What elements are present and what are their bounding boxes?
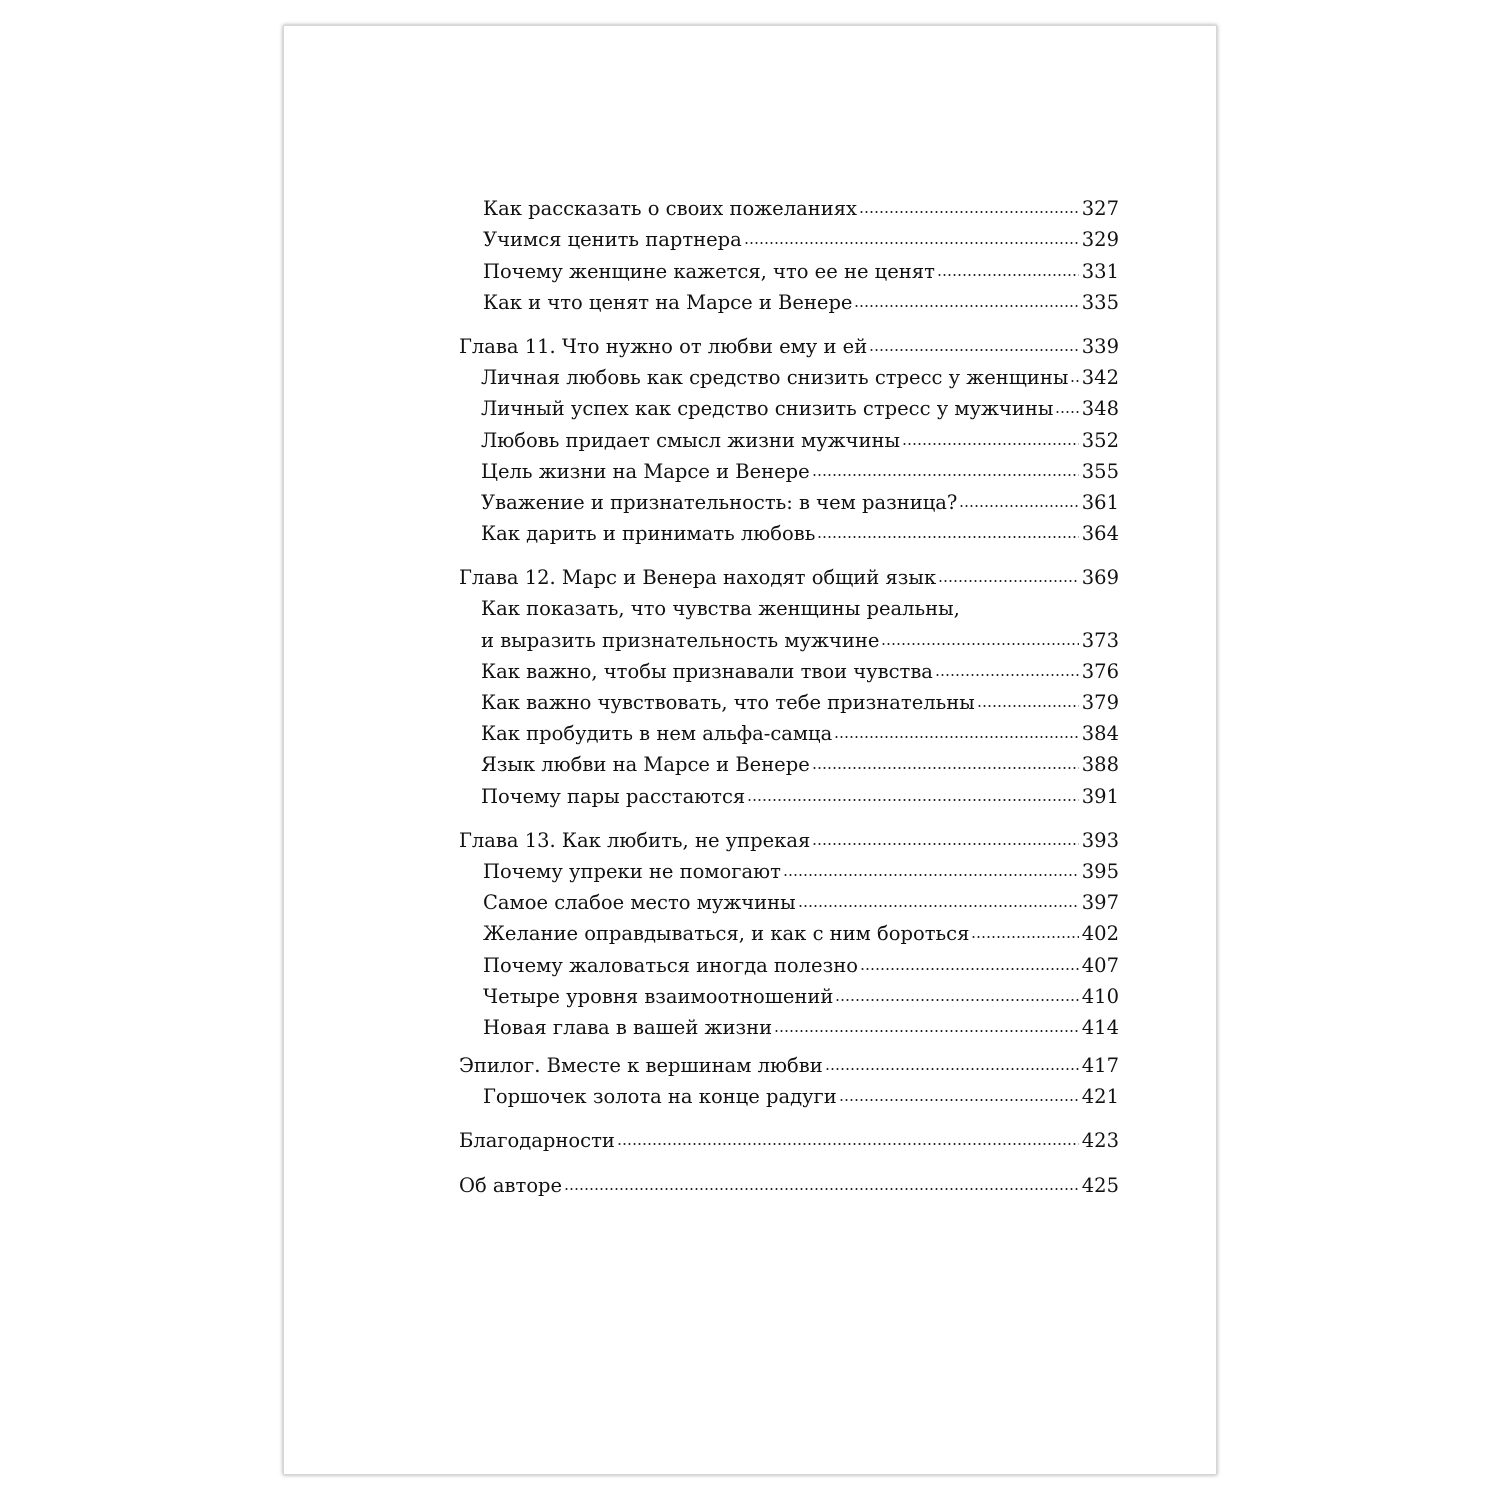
toc-entry-title: Личная любовь как средство снизить стресс у женщины xyxy=(481,366,1069,390)
toc-chapter xyxy=(459,1121,1119,1152)
toc-entry-title: Как пробудить в нем альфа-самца xyxy=(481,722,833,746)
toc-entry xyxy=(459,483,1119,514)
dot-leader xyxy=(937,273,1079,277)
toc-entry-title: Уважение и признательность: в чем разница? xyxy=(481,490,958,514)
toc-entry xyxy=(459,420,1119,451)
dot-leader xyxy=(869,348,1079,352)
toc-entry xyxy=(459,945,1119,976)
toc-chapter-page: 339 xyxy=(1081,334,1119,358)
toc-entry xyxy=(459,189,1119,220)
toc-chapter-page: 423 xyxy=(1081,1129,1119,1153)
toc-entry xyxy=(459,914,1119,945)
toc-entry-page: 373 xyxy=(1081,628,1119,652)
dot-leader xyxy=(825,1067,1079,1071)
toc-entry-title: Цель жизни на Марсе и Венере xyxy=(481,459,810,483)
toc-entry-title: Горшочек золота на конце радуги xyxy=(483,1085,837,1109)
toc-entry xyxy=(459,358,1119,389)
toc-entry-page: 331 xyxy=(1081,259,1119,283)
dot-leader xyxy=(971,935,1078,939)
dot-leader xyxy=(783,873,1079,877)
toc-entry-title: Четыре уровня взаимоотношений xyxy=(483,984,834,1008)
toc-entry-title: Как и что ценят на Марсе и Венере xyxy=(483,290,853,314)
toc-entry xyxy=(459,452,1119,483)
toc-entry-title: Любовь придает смысл жизни мужчины xyxy=(481,428,901,452)
toc-entry xyxy=(459,589,1119,620)
toc-entry-title: Почему женщине кажется, что ее не ценят xyxy=(483,259,935,283)
toc-entry-page: 352 xyxy=(1081,428,1119,452)
dot-leader xyxy=(798,904,1079,908)
dot-leader xyxy=(834,735,1079,739)
toc-entry xyxy=(459,745,1119,776)
toc-entry xyxy=(459,683,1119,714)
toc-entry xyxy=(459,514,1119,545)
dot-leader xyxy=(617,1142,1079,1146)
dot-leader xyxy=(962,610,1082,614)
toc-entry-page: 384 xyxy=(1081,722,1119,746)
toc-entry xyxy=(459,852,1119,883)
toc-entry xyxy=(459,883,1119,914)
dot-leader xyxy=(935,673,1079,677)
toc-entry-page: 376 xyxy=(1081,659,1119,683)
toc-entry xyxy=(459,220,1119,251)
dot-leader xyxy=(812,473,1079,477)
toc-entry-page: 410 xyxy=(1081,984,1119,1008)
toc-entry-title: Язык любви на Марсе и Венере xyxy=(481,753,810,777)
toc-entry-title: Как показать, что чувства женщины реальны, xyxy=(481,597,960,621)
toc-chapter-title: Глава 13. Как любить, не упрекая xyxy=(459,828,811,852)
table-of-contents xyxy=(459,189,1119,1197)
toc-entry-title: Как важно чувствовать, что тебе признательны xyxy=(481,691,975,714)
toc-entry-title: Почему упреки не помогают xyxy=(483,859,781,883)
toc-entry-page: 355 xyxy=(1081,459,1119,483)
toc-entry-page: 391 xyxy=(1081,784,1119,808)
dot-leader xyxy=(817,535,1078,539)
dot-leader xyxy=(959,504,1078,508)
toc-entry-page: 327 xyxy=(1081,197,1119,221)
dot-leader xyxy=(860,967,1079,971)
dot-leader xyxy=(1070,379,1078,383)
toc-chapter xyxy=(459,821,1119,852)
toc-entry xyxy=(459,977,1119,1008)
dot-leader xyxy=(938,579,1079,583)
toc-entry-title: и выразить признательность мужчине xyxy=(481,628,880,652)
toc-entry-page: 335 xyxy=(1081,290,1119,314)
toc-entry xyxy=(459,776,1119,807)
toc-entry-title: Новая глава в вашей жизни xyxy=(483,1015,773,1039)
dot-leader xyxy=(1055,410,1078,414)
toc-chapter-title: Об авторе xyxy=(459,1173,563,1197)
toc-chapter-title: Глава 11. Что нужно от любви ему и ей xyxy=(459,334,868,358)
toc-chapter xyxy=(459,327,1119,358)
toc-entry-title: Почему пары расстаются xyxy=(481,784,746,808)
toc-entry xyxy=(459,283,1119,314)
toc-entry-page: 421 xyxy=(1081,1085,1119,1109)
toc-entry-title: Желание оправдываться, и как с ним бороться xyxy=(483,922,970,946)
toc-entry-page: 329 xyxy=(1081,228,1119,252)
toc-chapter-page: 425 xyxy=(1081,1173,1119,1197)
toc-entry xyxy=(459,652,1119,683)
toc-entry xyxy=(459,714,1119,745)
toc-entry-title: Как важно, чтобы признавали твои чувства xyxy=(481,659,933,683)
dot-leader xyxy=(564,1187,1079,1191)
toc-chapter xyxy=(459,558,1119,589)
toc-entry xyxy=(459,251,1119,282)
toc-chapter-page: 393 xyxy=(1081,828,1119,852)
toc-chapter xyxy=(459,1165,1119,1196)
toc-entry-page: 361 xyxy=(1081,490,1119,514)
toc-chapter-page: 417 xyxy=(1081,1054,1119,1078)
toc-entry-page: 388 xyxy=(1081,753,1119,777)
toc-entry-page: 395 xyxy=(1081,859,1119,883)
toc-entry xyxy=(459,620,1119,651)
dot-leader xyxy=(839,1098,1079,1102)
toc-entry-page: 402 xyxy=(1081,922,1119,946)
book-page xyxy=(283,25,1217,1475)
dot-leader xyxy=(977,704,1079,708)
toc-entry-page: 364 xyxy=(1081,522,1119,546)
dot-leader xyxy=(744,241,1079,245)
toc-entry-page: 407 xyxy=(1081,953,1119,977)
toc-entry xyxy=(459,389,1119,420)
toc-entry xyxy=(459,1008,1119,1039)
toc-entry xyxy=(459,1077,1119,1108)
toc-entry-page: 414 xyxy=(1081,1015,1119,1039)
dot-leader xyxy=(835,998,1078,1002)
toc-chapter-title: Глава 12. Марс и Венера находят общий язык xyxy=(459,566,937,590)
toc-chapter xyxy=(459,1046,1119,1077)
toc-entry-title: Как рассказать о своих пожеланиях xyxy=(483,197,858,221)
toc-chapter-page: 369 xyxy=(1081,566,1119,590)
toc-entry-page: 379 xyxy=(1081,691,1119,714)
toc-entry-title: Личный успех как средство снизить стресс у мужчины xyxy=(481,397,1054,421)
dot-leader xyxy=(854,304,1078,308)
dot-leader xyxy=(774,1029,1079,1033)
dot-leader xyxy=(812,766,1079,770)
dot-leader xyxy=(881,642,1078,646)
toc-entry-title: Учимся ценить партнера xyxy=(483,228,742,252)
toc-entry-title: Самое слабое место мужчины xyxy=(483,891,796,915)
dot-leader xyxy=(902,442,1079,446)
dot-leader xyxy=(747,798,1079,802)
toc-entry-page: 397 xyxy=(1081,891,1119,915)
toc-entry-title: Как дарить и принимать любовь xyxy=(481,522,816,546)
toc-chapter-title: Эпилог. Вместе к вершинам любви xyxy=(459,1054,823,1078)
toc-chapter-title: Благодарности xyxy=(459,1129,615,1153)
toc-entry-page: 342 xyxy=(1081,366,1119,390)
toc-entry-page: 348 xyxy=(1081,397,1119,421)
toc-entry-title: Почему жаловаться иногда полезно xyxy=(483,953,858,977)
dot-leader xyxy=(859,210,1079,214)
dot-leader xyxy=(812,842,1078,846)
